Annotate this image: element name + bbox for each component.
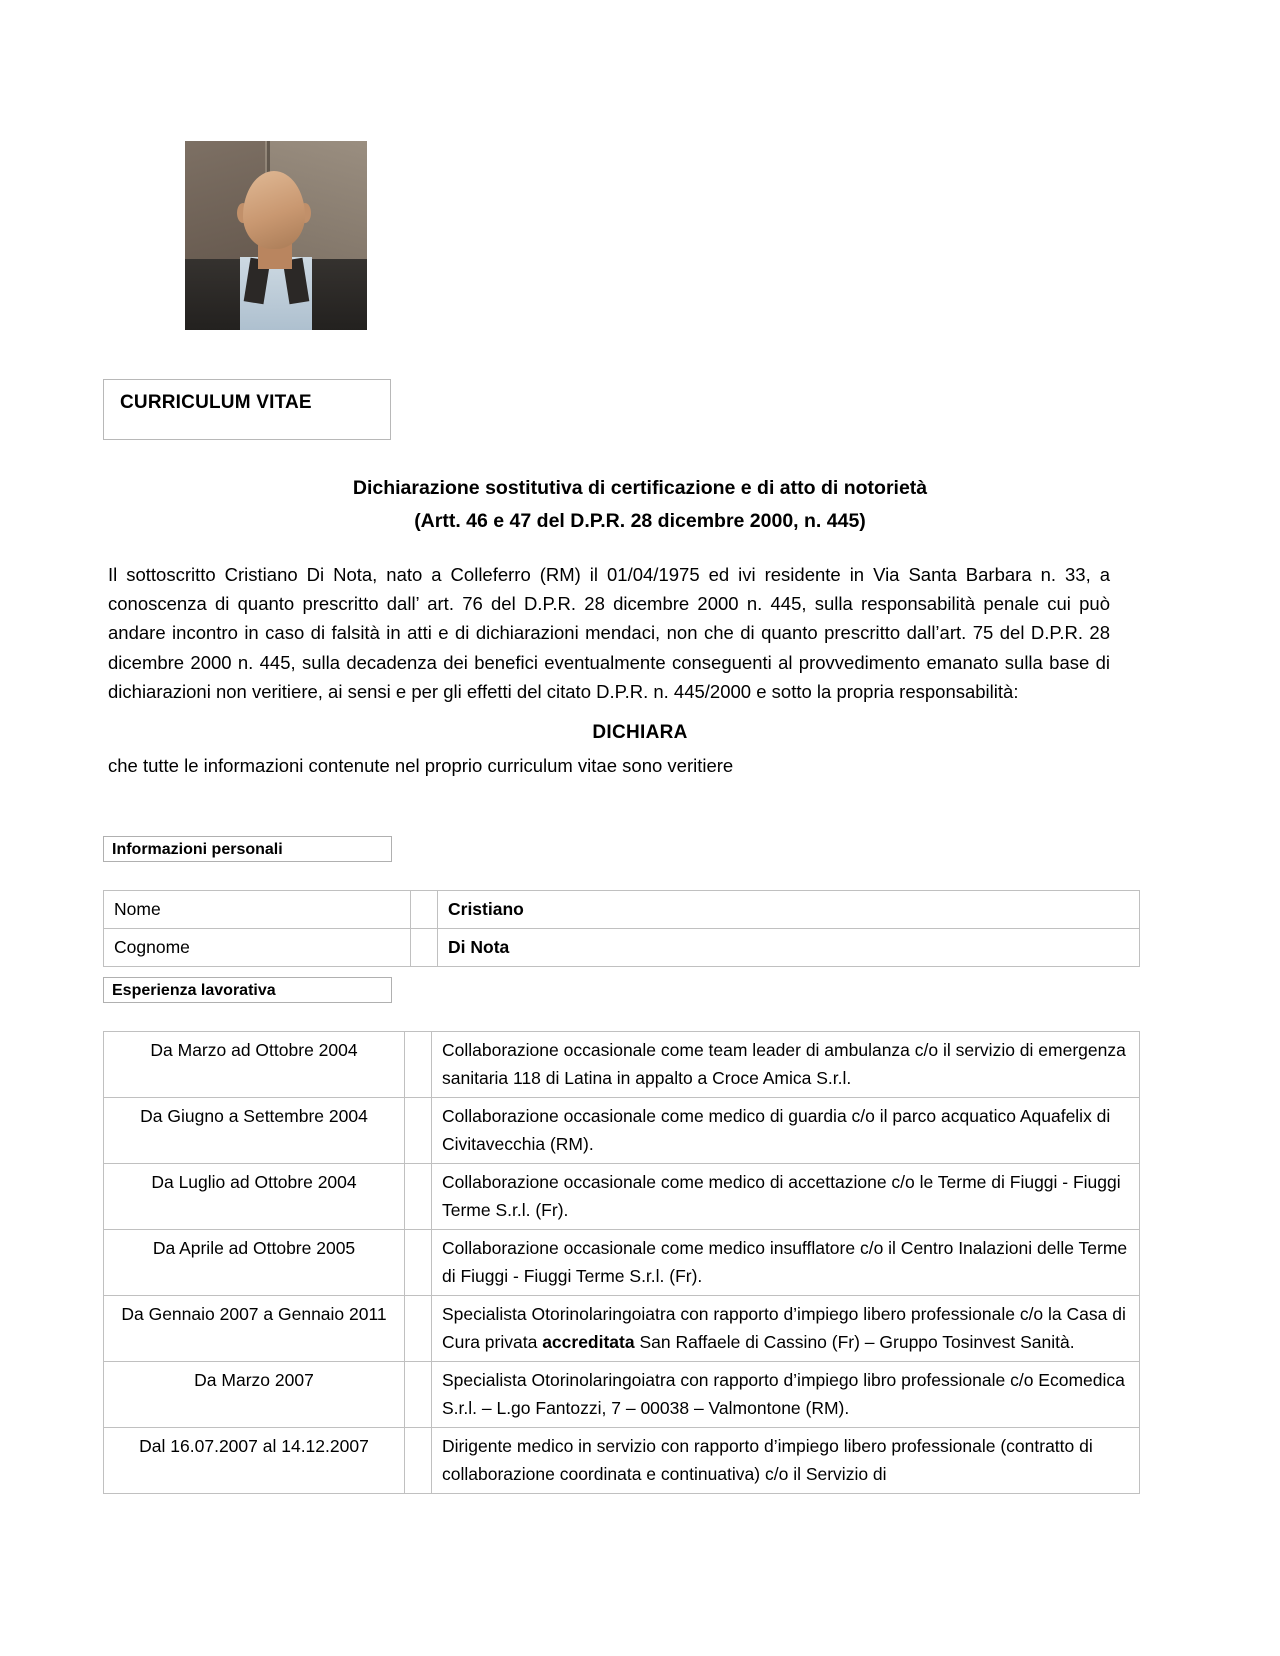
work-experience-period-cell: Da Aprile ad Ottobre 2005 (104, 1230, 405, 1296)
section-header-work-experience (103, 977, 392, 1003)
table-row (104, 891, 1140, 929)
table-gutter-cell (411, 929, 438, 967)
work-experience-description-cell: Dirigente medico in servizio con rapporto d’impiego libero professionale (contratto di collaborazione coordinata e continuativa) c/o il Servizio di (432, 1428, 1140, 1494)
work-experience-period-cell: Da Gennaio 2007 a Gennaio 2011 (104, 1296, 405, 1362)
table-row (104, 1428, 1140, 1494)
work-experience-period-cell: Da Giugno a Settembre 2004 (104, 1098, 405, 1164)
section-header-personal-info-label: Informazioni personali (112, 841, 283, 858)
work-experience-description-cell: Collaborazione occasionale come medico insufflatore c/o il Centro Inalazioni delle Terme di Fiuggi - Fiuggi Terme S.r.l. (Fr). (432, 1230, 1140, 1296)
table-row (104, 1362, 1140, 1428)
section-header-work-experience-label: Esperienza lavorativa (112, 982, 276, 999)
work-experience-period-cell: Da Luglio ad Ottobre 2004 (104, 1164, 405, 1230)
table-row (104, 1230, 1140, 1296)
table-gutter-cell (405, 1164, 432, 1230)
table-gutter-cell (405, 1296, 432, 1362)
table-gutter-cell (405, 1230, 432, 1296)
table-gutter-cell (411, 891, 438, 929)
table-row (104, 1164, 1140, 1230)
declaration-heading-line-2: (Artt. 46 e 47 del D.P.R. 28 dicembre 2000, n. 445) (414, 510, 866, 532)
work-experience-description-cell: Collaborazione occasionale come team leader di ambulanza c/o il servizio di emergenza sanitaria 118 di Latina in appalto a Croce Amica S.r.l. (432, 1032, 1140, 1098)
table-row (104, 1032, 1140, 1098)
portrait-photo (185, 141, 367, 330)
table-gutter-cell (405, 1362, 432, 1428)
personal-info-label-cell: Nome (104, 891, 411, 929)
dichiara-label: DICHIARA (592, 722, 688, 743)
portrait-photo-image (185, 141, 367, 330)
section-header-personal-info (103, 836, 392, 862)
work-experience-table-body (104, 1032, 1140, 1494)
personal-info-table-body (104, 891, 1140, 967)
emphasis-text: accreditata (542, 1332, 635, 1352)
table-row (104, 1098, 1140, 1164)
declaration-paragraph: Il sottoscritto Cristiano Di Nota, nato a Colleferro (RM) il 01/04/1975 ed ivi residente in Via Santa Barbara n. 33, a conoscenza di quanto prescritto dall’ art. 76 del D.P.R. 28 dicembre 2000 n. 445, sulla responsabilità penale cui può andare incontro in caso di falsità in atti e di dichiarazioni mendaci, non che di quanto prescritto dall’art. 75 del D.P.R. 28 dicembre 2000 n. 445, sulla decadenza dei benefici eventualmente conseguenti al provvedimento emanato sulla base di dichiarazioni non veritiere, ai sensi e per gli effetti del citato D.P.R. n. 445/2000 e sotto la propria responsabilità: (108, 564, 1110, 702)
curriculum-vitae-title-box (103, 379, 391, 440)
work-experience-period-cell: Dal 16.07.2007 al 14.12.2007 (104, 1428, 405, 1494)
curriculum-vitae-title: CURRICULUM VITAE (120, 392, 312, 413)
work-experience-period-cell: Da Marzo 2007 (104, 1362, 405, 1428)
personal-info-value-cell: Di Nota (438, 929, 1140, 967)
work-experience-description-cell: Specialista Otorinolaringoiatra con rapporto d’impiego libero professionale c/o la Casa di Cura privata accreditata San Raffaele di Cassino (Fr) – Gruppo Tosinvest Sanità. (432, 1296, 1140, 1362)
personal-info-table (103, 890, 1140, 967)
table-gutter-cell (405, 1098, 432, 1164)
work-experience-description-cell: Collaborazione occasionale come medico di accettazione c/o le Terme di Fiuggi - Fiuggi Terme S.r.l. (Fr). (432, 1164, 1140, 1230)
personal-info-label-cell: Cognome (104, 929, 411, 967)
table-gutter-cell (405, 1032, 432, 1098)
work-experience-description-cell: Specialista Otorinolaringoiatra con rapporto d’impiego libro professionale c/o Ecomedica S.r.l. – L.go Fantozzi, 7 – 00038 – Valmontone (RM). (432, 1362, 1140, 1428)
declaration-heading-line-1: Dichiarazione sostitutiva di certificazione e di atto di notorietà (352, 477, 928, 499)
table-gutter-cell (405, 1428, 432, 1494)
veritiere-statement: che tutte le informazioni contenute nel proprio curriculum vitae sono veritiere (108, 755, 734, 776)
work-experience-description-cell: Collaborazione occasionale come medico di guardia c/o il parco acquatico Aquafelix di Civitavecchia (RM). (432, 1098, 1140, 1164)
work-experience-period-cell: Da Marzo ad Ottobre 2004 (104, 1032, 405, 1098)
table-row (104, 1296, 1140, 1362)
table-row (104, 929, 1140, 967)
personal-info-value-cell: Cristiano (438, 891, 1140, 929)
work-experience-table (103, 1031, 1140, 1494)
